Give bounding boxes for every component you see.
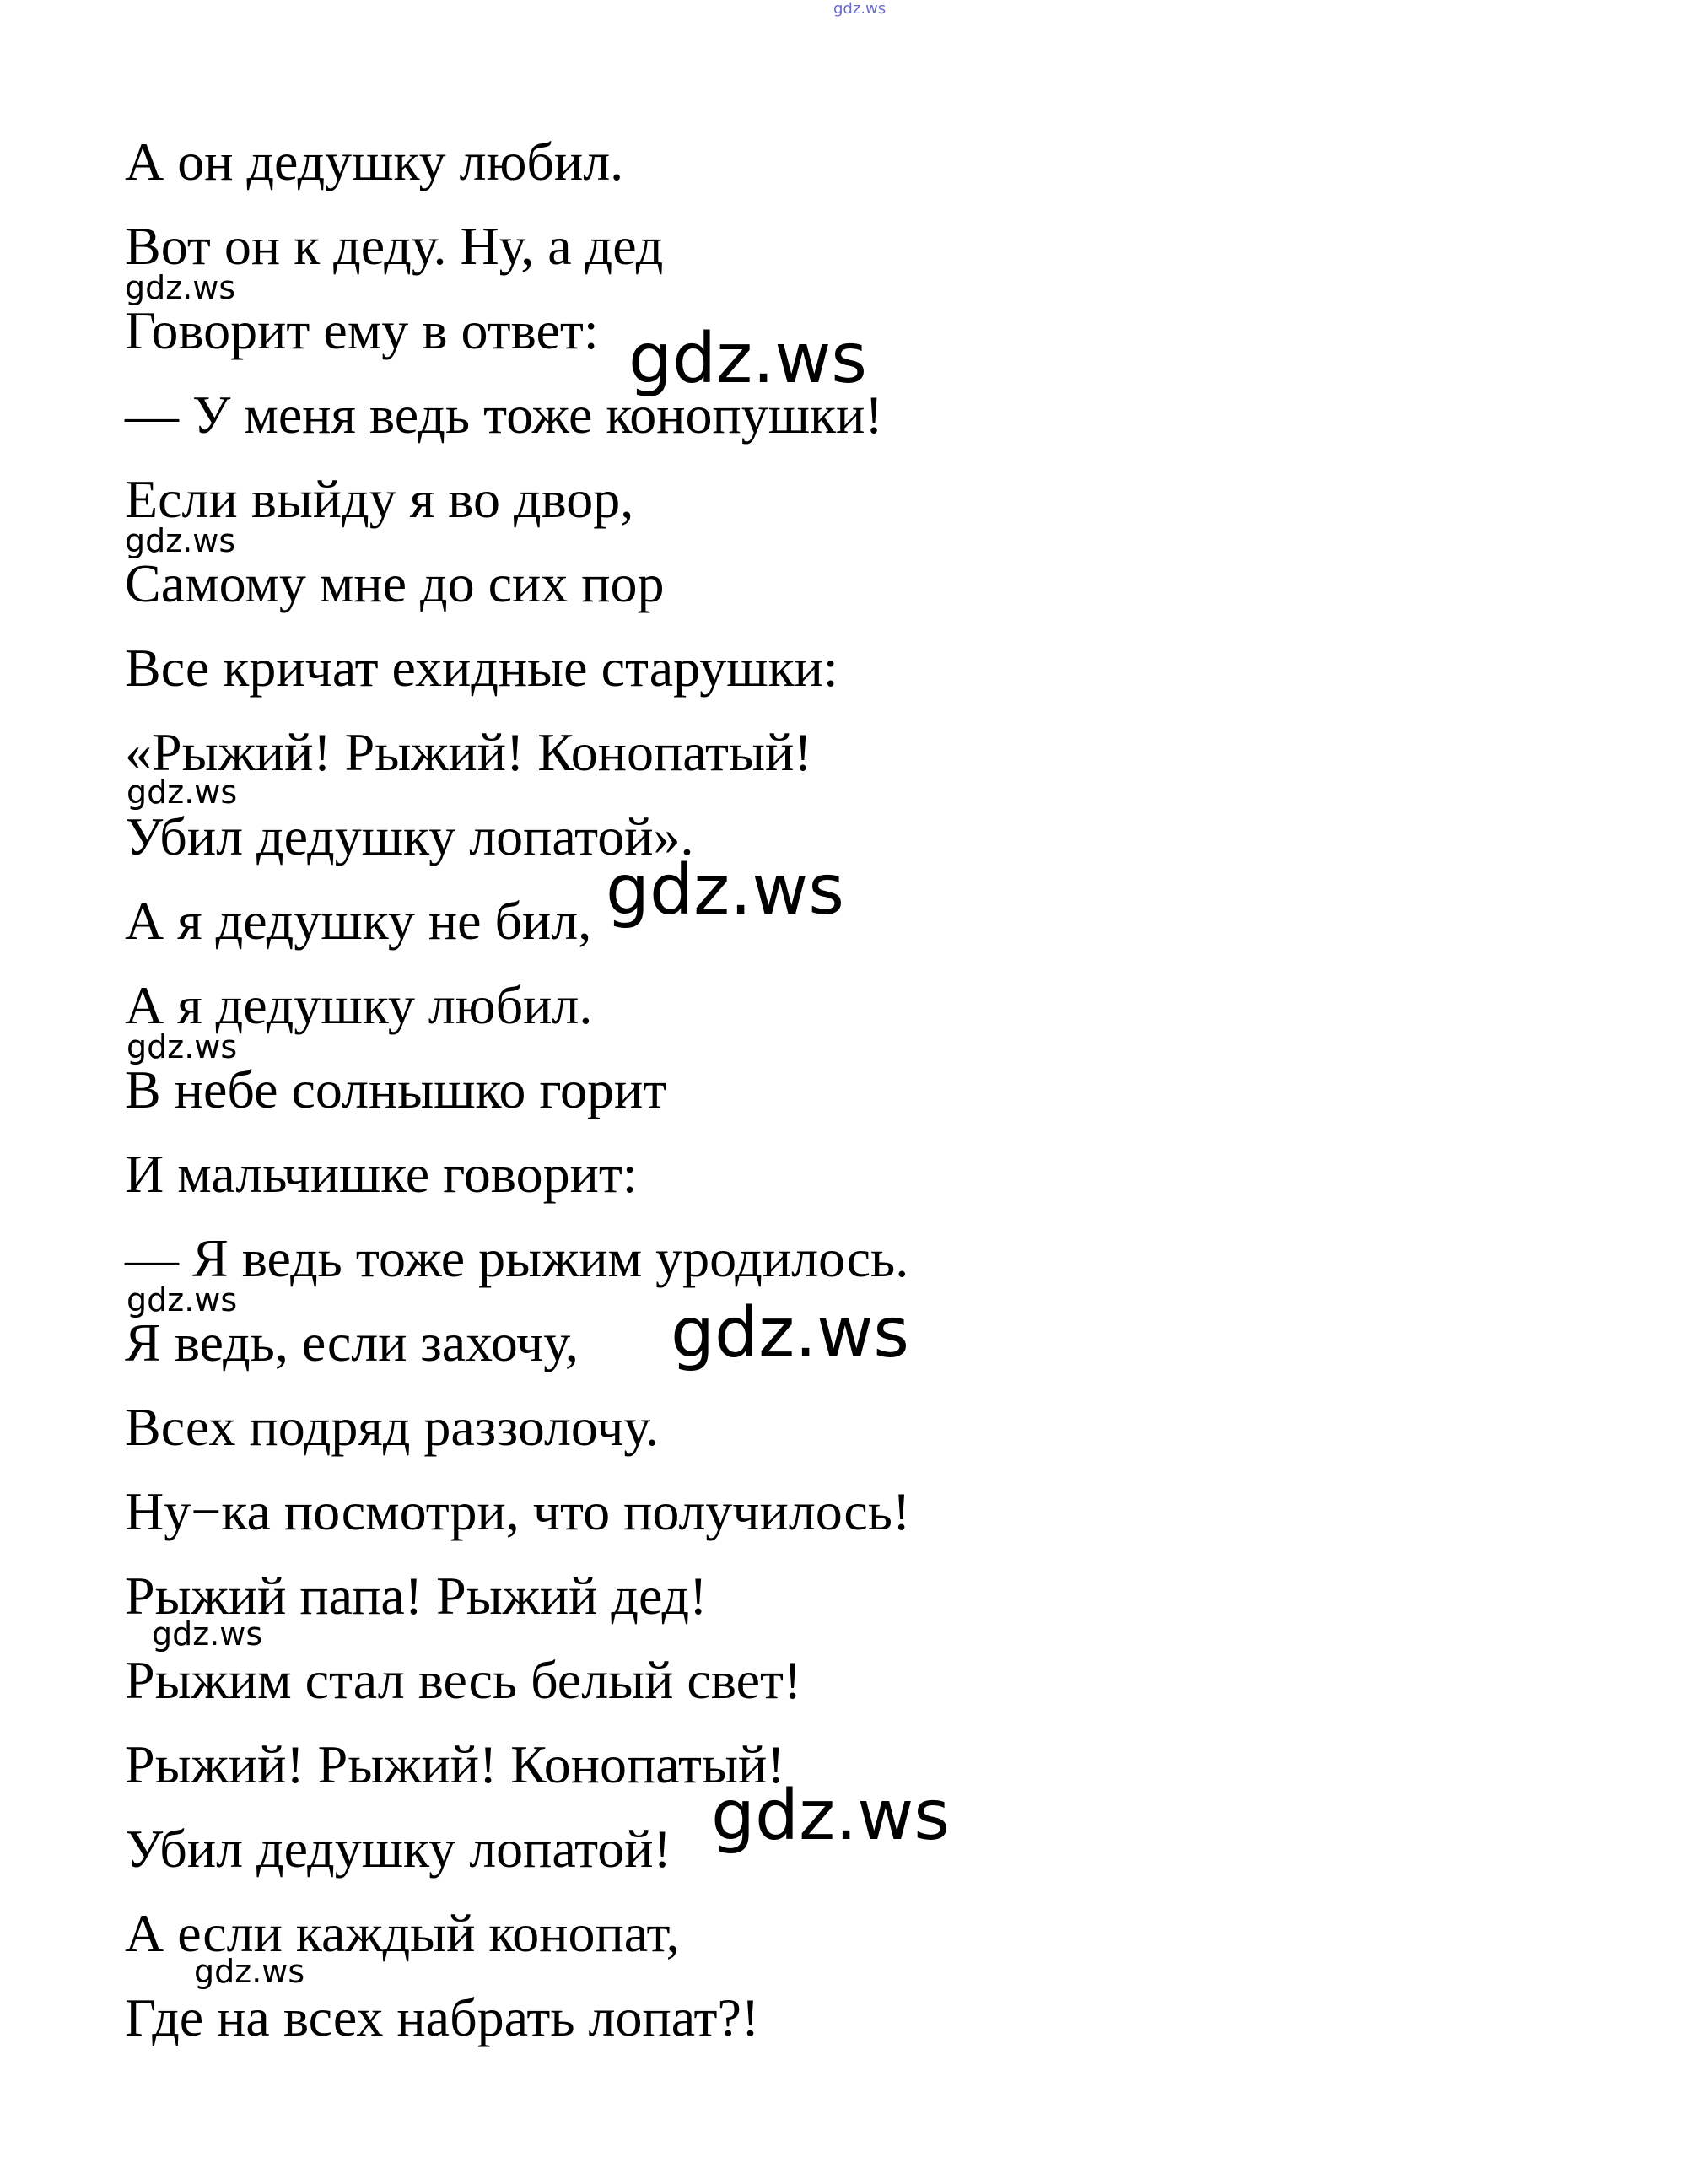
poem-line-11: А я дедушку любил. [125, 975, 593, 1035]
poem-line-19: Рыжим стал весь белый свет! [125, 1650, 802, 1710]
poem-line-18: Рыжий папа! Рыжий дед! [125, 1566, 708, 1626]
watermark-small: gdz.ws [127, 1028, 238, 1065]
poem-line-5: Если выйду я во двор, [125, 469, 634, 529]
poem-line-10: А я дедушку не бил, [125, 891, 592, 951]
watermark-small: gdz.ws [194, 1953, 305, 1990]
watermark-large: gdz.ws [606, 850, 844, 930]
watermark-small: gdz.ws [152, 1615, 263, 1653]
watermark-large: gdz.ws [628, 319, 867, 399]
poem-line-21: Убил дедушку лопатой! [125, 1819, 671, 1879]
watermark-large: gdz.ws [671, 1293, 909, 1373]
watermark-top: gdz.ws [833, 0, 887, 18]
watermark-small: gdz.ws [127, 774, 238, 811]
watermark-small: gdz.ws [127, 1281, 238, 1318]
watermark-small: gdz.ws [125, 269, 236, 306]
poem-line-7: Все кричат ехидные старушки: [125, 638, 838, 698]
watermark-small: gdz.ws [125, 522, 236, 559]
poem-line-4: — У меня ведь тоже конопушки! [125, 385, 883, 445]
poem-line-9: Убил дедушку лопатой». [125, 806, 694, 866]
poem-line-23: Где на всех набрать лопат?! [125, 1987, 760, 2047]
poem-line-22: А если каждый конопат, [125, 1903, 680, 1963]
poem-line-14: — Я ведь тоже рыжим уродилось. [125, 1228, 909, 1288]
poem-line-1: А он дедушку любил. [125, 132, 624, 191]
poem-line-6: Самому мне до сих пор [125, 553, 665, 613]
poem-line-3: Говорит ему в ответ: [125, 300, 599, 360]
watermark-large: gdz.ws [711, 1776, 950, 1856]
poem-line-15: Я ведь, если захочу, [125, 1313, 579, 1372]
poem-line-20: Рыжий! Рыжий! Конопатый! [125, 1734, 785, 1794]
poem-line-13: И мальчишке говорит: [125, 1144, 638, 1204]
poem-line-12: В небе солнышко горит [125, 1060, 667, 1119]
poem-line-8: «Рыжий! Рыжий! Конопатый! [125, 722, 812, 782]
poem-line-2: Вот он к деду. Ну, а дед [125, 216, 664, 276]
poem-line-17: Ну−ка посмотри, что получилось! [125, 1481, 911, 1541]
poem-line-16: Всех подряд раззолочу. [125, 1397, 659, 1457]
